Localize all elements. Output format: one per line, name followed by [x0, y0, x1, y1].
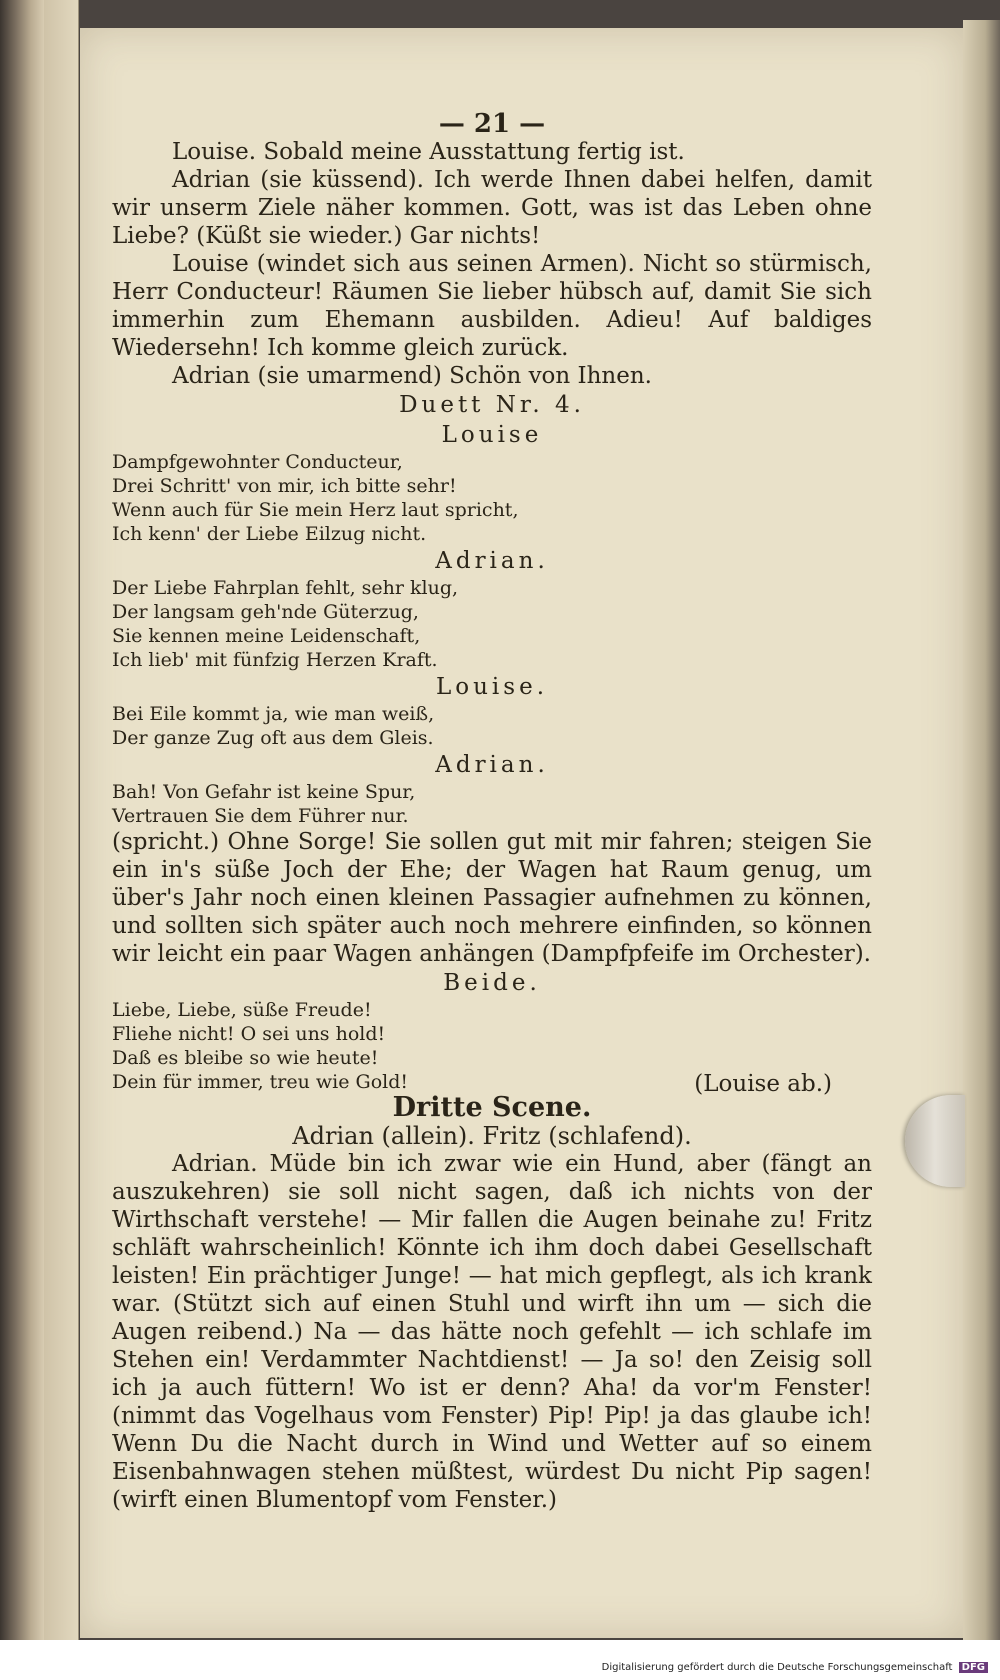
song-last-line-row	[112, 1070, 872, 1097]
paragraph-louise-2: Louise (windet sich aus seinen Armen). Nicht so stürmisch, Herr Conducteur! Räumen Sie lieber hübsch auf, damit Sie sich immerhin zum Ehemann ausbilden. Adieu! Auf baldiges Wiedersehn! Ich komme gleich zurück.	[112, 251, 872, 361]
stage-direction-exit: (Louise ab.)	[694, 1071, 832, 1097]
song-line: Ich lieb' mit fünfzig Herzen Kraft.	[112, 649, 438, 671]
book-spine-shadow	[0, 0, 44, 1680]
scene-title: Dritte Scene.	[392, 1092, 592, 1123]
song-stanza	[112, 450, 872, 546]
page-content	[112, 110, 872, 1514]
song-line: Der ganze Zug oft aus dem Gleis.	[112, 727, 434, 749]
song-speaker: Beide.	[443, 970, 541, 996]
duett-title: Duett Nr. 4.	[399, 392, 585, 418]
facing-page-edge	[44, 0, 79, 1680]
song-line: Liebe, Liebe, süße Freude!	[112, 999, 372, 1021]
song-line: Bah! Von Gefahr ist keine Spur,	[112, 781, 416, 803]
song-line: Fliehe nicht! O sei uns hold!	[112, 1023, 386, 1045]
song-line: Dampfgewohnter Conducteur,	[112, 451, 403, 473]
song-speaker: Adrian.	[435, 752, 549, 778]
song-line: Daß es bleibe so wie heute!	[112, 1047, 379, 1069]
scene-persons: Adrian (allein). Fritz (schlafend).	[292, 1122, 692, 1150]
dfg-logo: DFG	[959, 1662, 988, 1673]
paragraph-adrian-2: Adrian (sie umarmend) Schön von Ihnen.	[172, 363, 652, 389]
paragraph-louise-1: Louise. Sobald meine Ausstattung fertig ist.	[172, 139, 685, 165]
song-stanza	[112, 780, 872, 828]
digitization-credit	[602, 1662, 988, 1673]
song-line: Ich kenn' der Liebe Eilzug nicht.	[112, 523, 427, 545]
song-line: Der Liebe Fahrplan fehlt, sehr klug,	[112, 577, 459, 599]
song-line: Wenn auch für Sie mein Herz laut spricht,	[112, 499, 519, 521]
spoken-paragraph: (spricht.) Ohne Sorge! Sie sollen gut mit mir fahren; steigen Sie ein in's süße Joch der Ehe; der Wagen hat Raum genug, um über's Jahr noch einen kleinen Passagier aufnehmen zu können, und sollten sich später auch noch mehrere einfinden, so können wir leicht ein paar Wagen anhängen (Dampfpfeife im Orchester).	[112, 829, 872, 967]
song-line: Der langsam geh'nde Güterzug,	[112, 601, 419, 623]
song-line: Dein für immer, treu wie Gold!	[112, 1071, 409, 1093]
song-speaker: Louise	[441, 422, 543, 448]
paragraph-adrian-1: Adrian (sie küssend). Ich werde Ihnen dabei helfen, damit wir unserm Ziele näher kommen. Gott, was ist das Leben ohne Liebe? (Küßt sie wieder.) Gar nichts!	[112, 167, 872, 249]
song-line: Sie kennen meine Leidenschaft,	[112, 625, 421, 647]
song-line: Drei Schritt' von mir, ich bitte sehr!	[112, 475, 457, 497]
song-speaker: Louise.	[435, 674, 548, 700]
monologue-paragraph: Adrian. Müde bin ich zwar wie ein Hund, aber (fängt an auszukehren) sie soll nicht sagen, daß ich nichts von der Wirthschaft verstehe! — Mir fallen die Augen beinahe zu! Fritz schläft wahrscheinlich! Könnte ich ihm doch dabei Gesellschaft leisten! Ein prächtiger Junge! — hat mich gepflegt, als ich krank war. (Stützt sich auf einen Stuhl und wirft ihn um — sich die Augen reibend.) Na — das hätte noch gefehlt — ich schlafe im Stehen ein! Verdammter Nachtdienst! — Ja so! den Zeisig soll ich ja auch füttern! Wo ist er denn? Aha! da vor'm Fenster! (nimmt das Vogelhaus vom Fenster) Pip! Pip! ja das glaube ich! Wenn Du die Nacht durch in Wind und Wetter auf so einem Eisenbahnwagen stehen müßtest, würdest Du nicht Pip sagen! (wirft einen Blumentopf vom Fenster.)	[112, 1151, 872, 1513]
song-stanza	[112, 998, 872, 1097]
song-speaker: Adrian.	[435, 548, 549, 574]
song-stanza	[112, 576, 872, 672]
song-line: Bei Eile kommt ja, wie man weiß,	[112, 703, 435, 725]
credit-text: Digitalisierung gefördert durch die Deutsche Forschungsgemeinschaft	[601, 1662, 953, 1673]
scan-footer-band	[0, 1640, 1000, 1680]
page-number: — 21 —	[438, 109, 546, 139]
page-stack-edge	[963, 20, 1000, 1640]
song-stanza	[112, 702, 872, 750]
song-line: Vertrauen Sie dem Führer nur.	[112, 805, 409, 827]
